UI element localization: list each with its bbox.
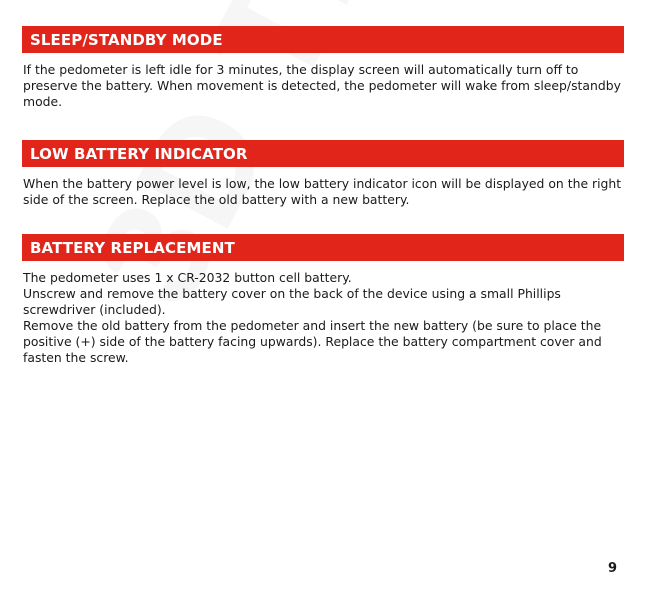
paragraph: When the battery power level is low, the low battery indicator icon will be displayed on the right side of the screen. Replace the old battery with a new battery.	[23, 176, 622, 207]
section-title: BATTERY REPLACEMENT	[30, 238, 235, 257]
paragraph: If the pedometer is left idle for 3 minutes, the display screen will automatically turn off to preserve the battery. When movement is detected, the pedometer will wake from sleep/standby mode.	[23, 62, 621, 109]
section-low-battery	[22, 140, 624, 208]
section-title: LOW BATTERY INDICATOR	[30, 144, 248, 163]
section-body	[22, 176, 624, 208]
page-number: 9	[607, 561, 617, 576]
paragraph: The pedometer uses 1 x CR-2032 button cell battery.	[23, 270, 352, 285]
section-header	[22, 234, 624, 261]
section-header	[22, 26, 624, 53]
section-sleep-standby	[22, 26, 624, 110]
section-body	[22, 62, 624, 110]
paragraph: Remove the old battery from the pedometer and insert the new battery (be sure to place the positive (+) side of the battery facing upwards). Replace the battery compartment cover and fasten the screw.	[23, 318, 602, 365]
section-title: SLEEP/STANDBY MODE	[30, 30, 223, 49]
section-battery-replacement	[22, 234, 624, 366]
section-header	[22, 140, 624, 167]
section-body	[22, 270, 624, 366]
paragraph: Unscrew and remove the battery cover on the back of the device using a small Phillips screwdriver (included).	[23, 286, 561, 317]
